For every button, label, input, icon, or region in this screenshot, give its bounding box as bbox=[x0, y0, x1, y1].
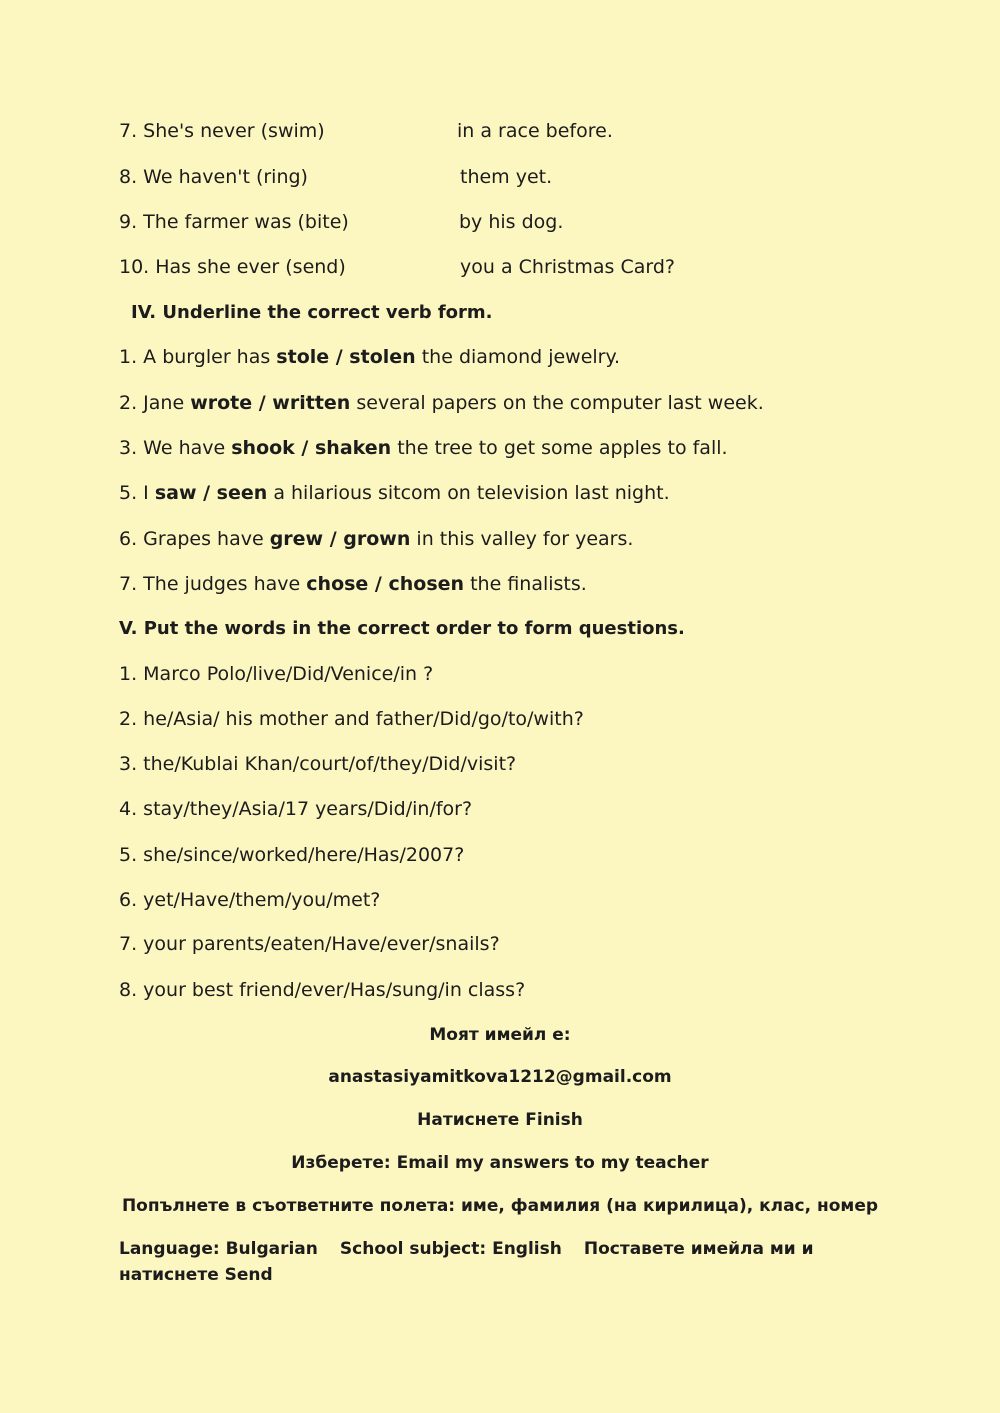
sentence-start: 2. Jane bbox=[119, 392, 191, 414]
sentence-start: 1. A burgler has bbox=[119, 346, 277, 368]
instruction-footer bbox=[119, 1236, 899, 1288]
exercise-line bbox=[119, 345, 620, 369]
sentence-end: the diamond jewelry. bbox=[415, 346, 621, 368]
sentence-end: in this valley for years. bbox=[410, 528, 634, 550]
exercise-line-continuation: by his dog. bbox=[459, 211, 564, 233]
sentence-end: the finalists. bbox=[464, 573, 587, 595]
exercise-line: 10. Has she ever (send) bbox=[119, 256, 346, 278]
section-heading: IV. Underline the correct verb form. bbox=[131, 302, 493, 323]
verb-options[interactable]: saw / seen bbox=[154, 482, 268, 504]
exercise-line: 6. yet/Have/them/you/met? bbox=[119, 889, 381, 911]
teacher-email: anastasiyamitkova1212@gmail.com bbox=[328, 1067, 672, 1087]
sentence-end: several papers on the computer last week. bbox=[350, 392, 764, 414]
sentence-start: 6. Grapes have bbox=[119, 528, 270, 550]
sentence-end: a hilarious sitcom on television last night. bbox=[267, 482, 670, 504]
exercise-line: 4. stay/they/Asia/17 years/Did/in/for? bbox=[119, 798, 473, 820]
subject-info: School subject: English bbox=[339, 1239, 562, 1259]
exercise-line bbox=[119, 572, 587, 596]
exercise-line-continuation: them yet. bbox=[460, 166, 553, 188]
exercise-line: 7. She's never (swim) bbox=[119, 120, 325, 142]
verb-options[interactable]: grew / grown bbox=[269, 528, 411, 550]
exercise-line-continuation: in a race before. bbox=[457, 120, 613, 142]
instruction-finish: Натиснете Finish bbox=[417, 1110, 583, 1130]
exercise-line-continuation: you a Christmas Card? bbox=[460, 256, 676, 278]
exercise-line: 1. Marco Polo/live/Did/Venice/in ? bbox=[119, 663, 434, 685]
sentence-start: 3. We have bbox=[119, 437, 232, 459]
exercise-line: 3. the/Kublai Khan/court/of/they/Did/visit? bbox=[119, 753, 517, 775]
verb-options[interactable]: chose / chosen bbox=[306, 573, 465, 595]
instruction-fill-fields: Попълнете в съответните полета: име, фамилия (на кирилица), клас, номер bbox=[121, 1196, 879, 1216]
verb-options[interactable]: wrote / written bbox=[190, 392, 351, 414]
exercise-line bbox=[119, 481, 670, 505]
exercise-line: 8. your best friend/ever/Has/sung/in class? bbox=[119, 979, 526, 1001]
sentence-start: 5. I bbox=[119, 482, 155, 504]
exercise-line bbox=[119, 391, 764, 415]
exercise-line bbox=[119, 436, 728, 460]
instruction-choose: Изберете: Email my answers to my teacher bbox=[291, 1153, 709, 1173]
exercise-line: 7. your parents/eaten/Have/ever/snails? bbox=[119, 933, 500, 955]
exercise-line: 8. We haven't (ring) bbox=[119, 166, 308, 188]
language-info: Language: Bulgarian bbox=[119, 1239, 318, 1259]
instruction-send: Поставете имейла ми и натиснете Send bbox=[119, 1239, 814, 1285]
exercise-line: 2. he/Asia/ his mother and father/Did/go/to/with? bbox=[119, 708, 584, 730]
exercise-line: 5. she/since/worked/here/Has/2007? bbox=[119, 844, 465, 866]
sentence-start: 7. The judges have bbox=[119, 573, 307, 595]
exercise-line bbox=[119, 527, 633, 551]
exercise-line: 9. The farmer was (bite) bbox=[119, 211, 349, 233]
verb-options[interactable]: stole / stolen bbox=[276, 346, 416, 368]
section-heading: V. Put the words in the correct order to form questions. bbox=[119, 618, 685, 639]
email-label: Моят имейл е: bbox=[429, 1025, 571, 1045]
sentence-end: the tree to get some apples to fall. bbox=[391, 437, 728, 459]
verb-options[interactable]: shook / shaken bbox=[231, 437, 392, 459]
